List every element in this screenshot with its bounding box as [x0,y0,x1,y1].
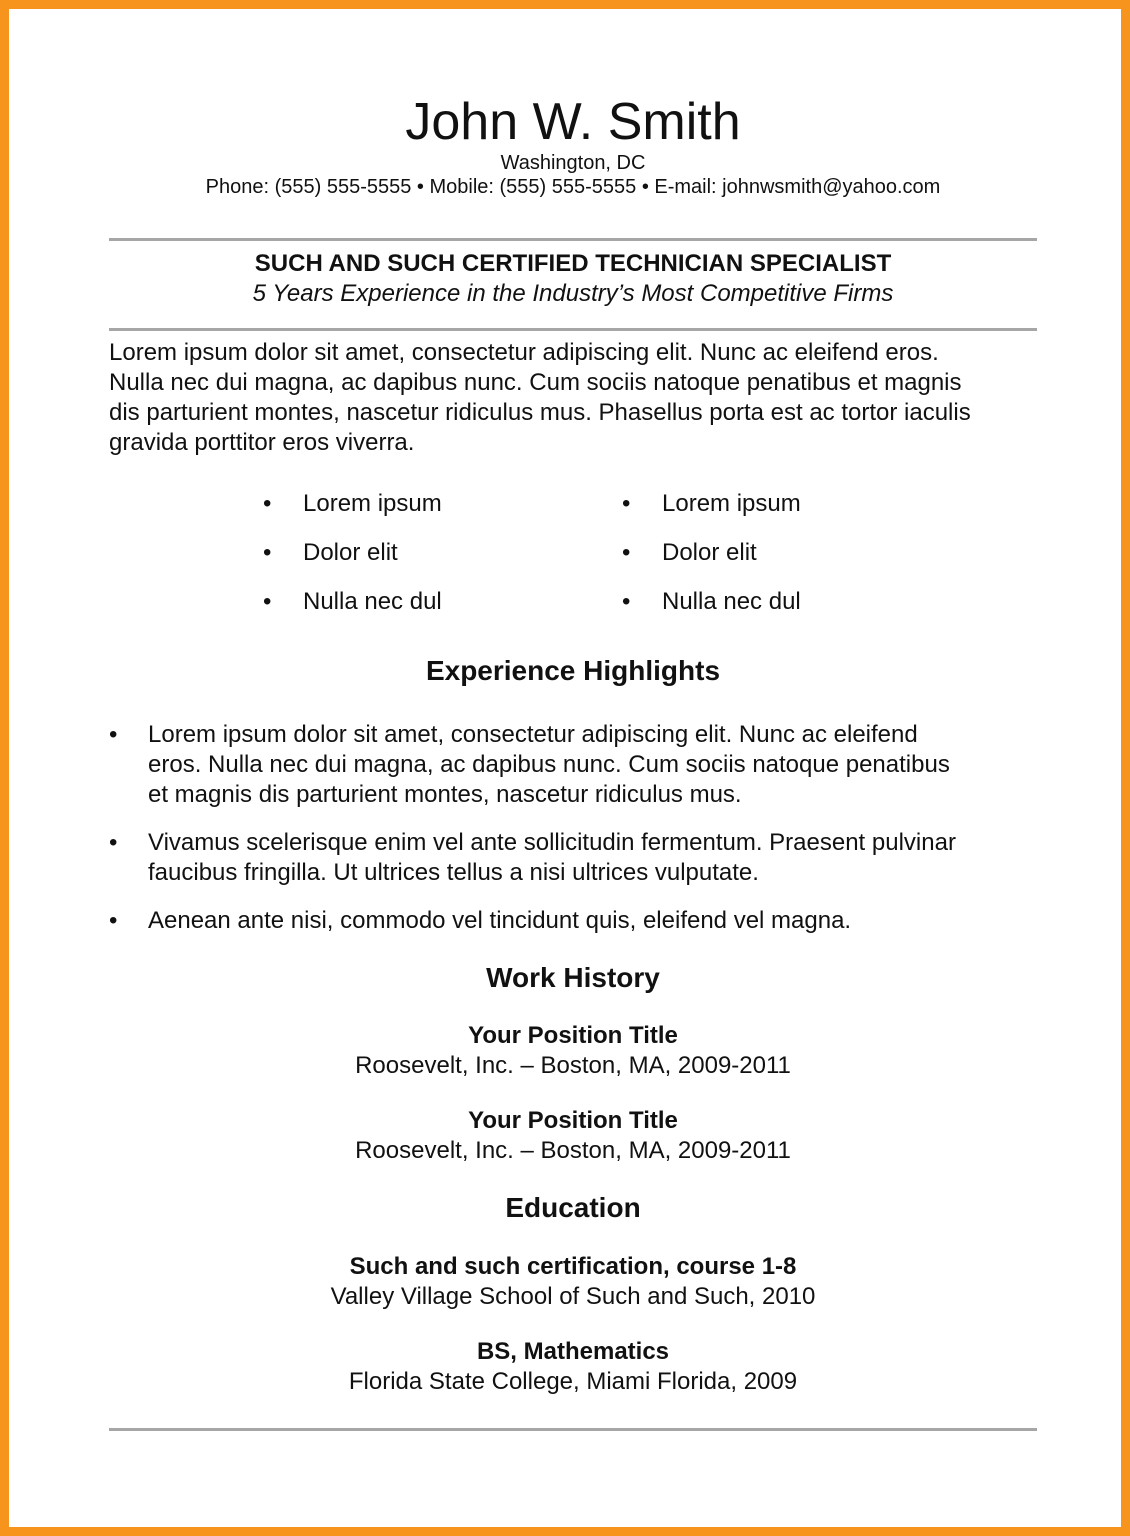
bullet-icon: • [109,907,118,934]
work-position-title: Your Position Title [468,1107,678,1134]
professional-subheadline: 5 Years Experience in the Industry’s Most Competitive Firms [252,280,894,307]
work-employer-details: Roosevelt, Inc. – Boston, MA, 2009-2011 [355,1052,791,1079]
bullet-icon: • [622,588,631,615]
skill-label: Dolor elit [662,539,757,566]
highlight-line: Vivamus scelerisque enim vel ante sollicitudin fermentum. Praesent pulvinar [148,829,956,856]
highlight-item [109,828,1037,888]
education-degree: BS, Mathematics [476,1338,670,1365]
skill-item [622,587,801,636]
summary-paragraph [109,338,1049,458]
skill-item [622,538,801,587]
candidate-name: John W. Smith [405,93,741,151]
highlight-line: faucibus fringilla. Ut ultrices tellus a nisi ultrices vulputate. [148,859,759,886]
highlight-line: eros. Nulla nec dui magna, ac dapibus nunc. Cum sociis natoque penatibus [148,751,950,778]
skill-label: Dolor elit [303,539,398,566]
section-title-education: Education [505,1192,641,1223]
contact-line: Phone: (555) 555-5555 • Mobile: (555) 555-5555 • E-mail: johnwsmith@yahoo.com [205,176,941,198]
professional-headline: SUCH AND SUCH CERTIFIED TECHNICIAN SPECIALIST [254,250,892,277]
summary-line: gravida porttitor eros viverra. [109,429,415,456]
skills-list-right [622,489,801,636]
work-position-title: Your Position Title [468,1022,678,1049]
highlight-item [109,720,1037,810]
bullet-icon: • [263,490,272,517]
divider-top [109,238,1037,241]
highlight-line: et magnis dis parturient montes, nascetur ridiculus mus. [148,781,742,808]
skills-list-left [263,489,442,636]
education-school-details: Florida State College, Miami Florida, 2009 [348,1368,798,1395]
summary-line: Nulla nec dui magna, ac dapibus nunc. Cum sociis natoque penatibus et magnis [109,369,962,396]
skill-item [263,489,442,538]
divider-middle [109,328,1037,331]
highlight-line: Lorem ipsum dolor sit amet, consectetur adipiscing elit. Nunc ac eleifend [148,721,918,748]
education-school-details: Valley Village School of Such and Such, 2010 [330,1283,816,1310]
bullet-icon: • [109,829,118,856]
section-title-work-history: Work History [486,962,660,993]
work-employer-details: Roosevelt, Inc. – Boston, MA, 2009-2011 [355,1137,791,1164]
summary-line: Lorem ipsum dolor sit amet, consectetur adipiscing elit. Nunc ac eleifend eros. [109,339,939,366]
experience-highlights-list [109,720,1037,954]
candidate-location: Washington, DC [500,152,646,174]
skill-label: Nulla nec dul [303,588,442,615]
skill-label: Nulla nec dul [662,588,801,615]
skill-item [263,587,442,636]
skill-item [622,489,801,538]
bullet-icon: • [263,588,272,615]
skill-label: Lorem ipsum [662,490,801,517]
skill-label: Lorem ipsum [303,490,442,517]
bullet-icon: • [622,539,631,566]
bullet-icon: • [622,490,631,517]
bullet-icon: • [109,721,118,748]
section-title-experience: Experience Highlights [425,655,721,686]
highlight-line: Aenean ante nisi, commodo vel tincidunt quis, eleifend vel magna. [148,907,852,934]
summary-line: dis parturient montes, nascetur ridiculus mus. Phasellus porta est ac tortor iaculis [109,399,971,426]
highlight-item [109,906,1037,936]
divider-bottom [109,1428,1037,1431]
skill-item [263,538,442,587]
education-degree: Such and such certification, course 1-8 [349,1253,797,1280]
bullet-icon: • [263,539,272,566]
